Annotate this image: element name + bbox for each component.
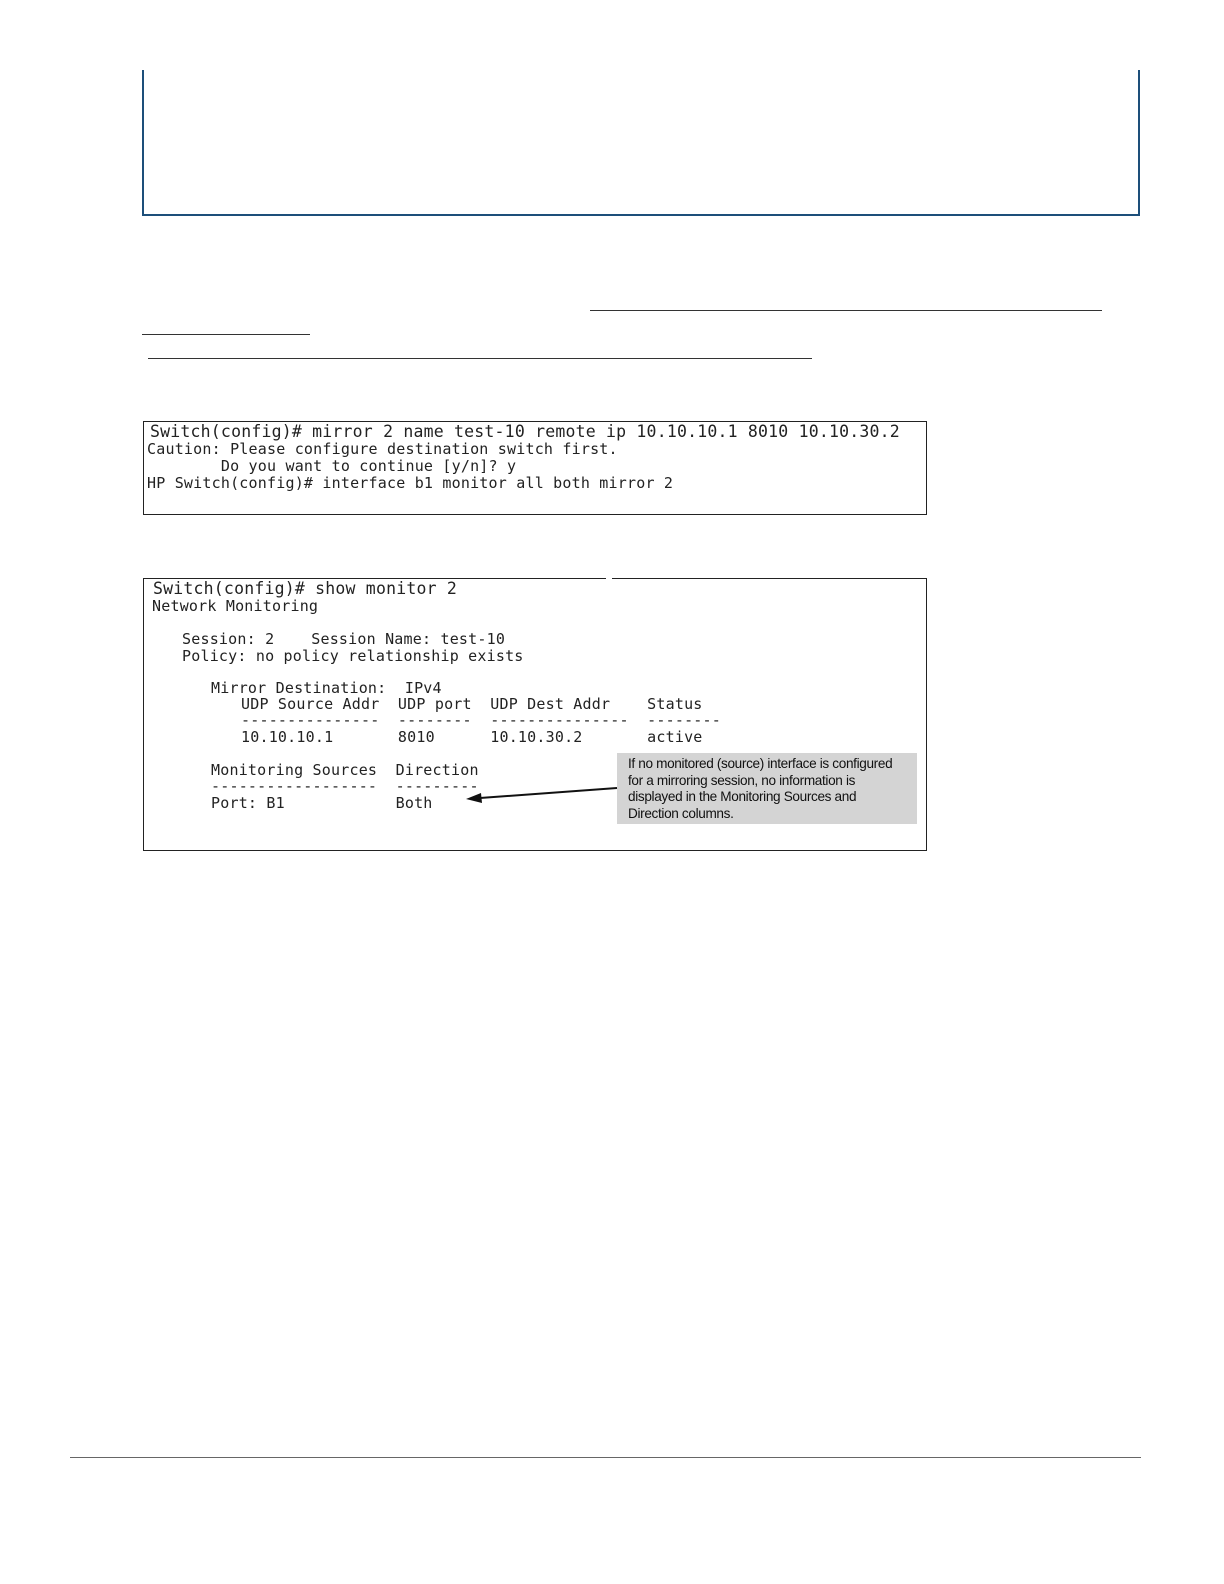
- cli-line: Caution: Please configure destination switch first.: [147, 440, 618, 458]
- callout-line: for a mirroring session, no information is: [628, 772, 856, 788]
- arrow-shaft: [480, 788, 617, 798]
- cli-line: Mirror Destination: IPv4: [211, 679, 442, 697]
- callout-line: Direction columns.: [628, 805, 734, 821]
- cli-line: Switch(config)# show monitor 2: [153, 579, 458, 598]
- cli-line: 10.10.10.1 8010 10.10.30.2 active: [241, 728, 703, 746]
- cli-line: Monitoring Sources Direction: [211, 761, 479, 779]
- footer-rule: [70, 1457, 1141, 1458]
- callout-line: If no monitored (source) interface is configured: [628, 756, 893, 771]
- cli-line: HP Switch(config)# interface b1 monitor all both mirror 2: [147, 474, 674, 492]
- cli-line: Network Monitoring: [152, 597, 319, 615]
- arrow-head: [466, 793, 482, 803]
- callout-line: displayed in the Monitoring Sources and: [628, 789, 857, 804]
- cli-line: --------------- -------- --------------- --------: [241, 711, 721, 729]
- cli-line: Port: B1 Both: [211, 794, 433, 812]
- cli-line: Session: 2 Session Name: test-10: [182, 630, 506, 648]
- cli-line: Switch(config)# mirror 2 name test-10 remote ip 10.10.10.1 8010 10.10.30.2: [150, 422, 900, 441]
- cli-line: Do you want to continue [y/n]? y: [147, 457, 517, 475]
- cli-line: Policy: no policy relationship exists: [182, 647, 524, 665]
- cli-line: ------------------ ---------: [211, 777, 479, 795]
- cli-line: UDP Source Addr UDP port UDP Dest Addr Status: [241, 695, 703, 713]
